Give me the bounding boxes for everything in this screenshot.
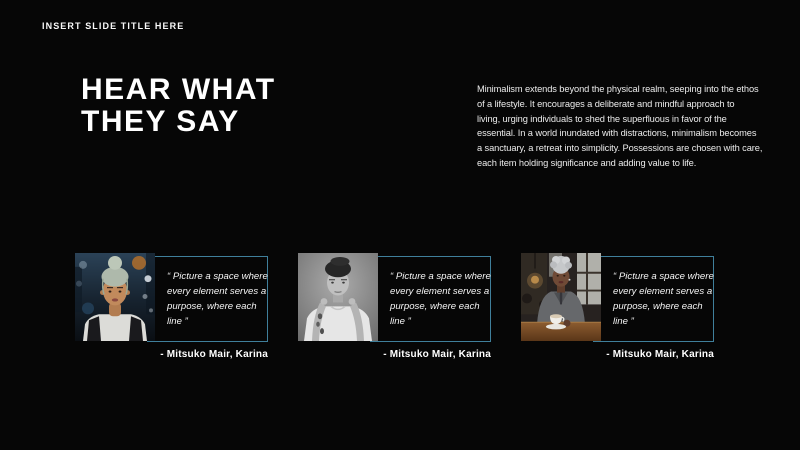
- photo-illustration: [298, 253, 378, 341]
- testimonial-photo-woman-cafe: [521, 253, 601, 341]
- slide-title-placeholder: INSERT SLIDE TITLE HERE: [42, 21, 185, 31]
- intro-paragraph: Minimalism extends beyond the physical realm, seeping into the ethos of a lifestyle. It encourages a deliberate and mindful approach to living, urging individuals to shed the superfluous in favor of the essential. In a world inundated with distractions, minimalism becomes a sanctuary, a retreat into simplicity. Possessions are chosen with care, each item holding significance and adding value to life.: [477, 84, 763, 168]
- photo-illustration: [75, 253, 155, 341]
- quote-box: [147, 256, 268, 342]
- quote-box: [370, 256, 491, 342]
- testimonial-card: [521, 253, 714, 363]
- quote-box: [593, 256, 714, 342]
- testimonial-photo-man-monochrome: [298, 253, 378, 341]
- attribution: - Mitsuko Mair, Karina: [383, 349, 491, 360]
- attribution: - Mitsuko Mair, Karina: [160, 349, 268, 360]
- testimonial-row: [75, 253, 714, 363]
- testimonial-photo-woman-city-night: [75, 253, 155, 341]
- quote-text: “ Picture a space where every element serves a purpose, where each line ”: [613, 271, 714, 327]
- quote-text: “ Picture a space where every element serves a purpose, where each line ”: [390, 271, 491, 327]
- attribution: - Mitsuko Mair, Karina: [606, 349, 714, 360]
- testimonial-card: [75, 253, 268, 363]
- quote-text: “ Picture a space where every element serves a purpose, where each line ”: [167, 271, 268, 327]
- testimonial-card: [298, 253, 491, 363]
- photo-illustration: [521, 253, 601, 341]
- section-heading: HEAR WHAT THEY SAY: [81, 73, 276, 138]
